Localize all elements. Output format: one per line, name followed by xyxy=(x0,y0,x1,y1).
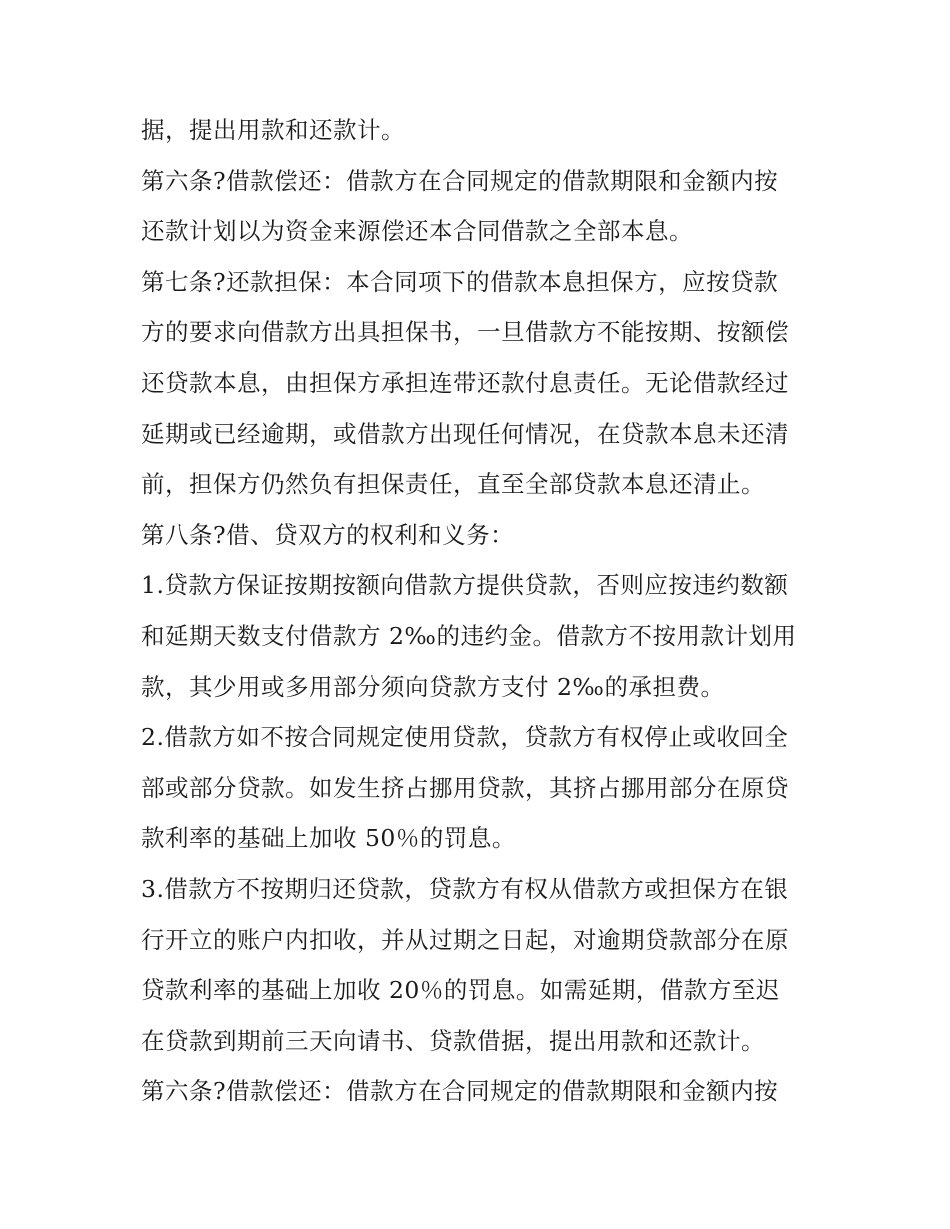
text-line: 3.借款方不按期归还贷款，贷款方有权从借款方或担保方在银 xyxy=(141,874,789,903)
text-line: 款，其少用或多用部分须向贷款方支付 2‰的承担费。 xyxy=(141,672,725,701)
text-line: 还贷款本息，由担保方承担连带还款付息责任。无论借款经过 xyxy=(141,368,789,397)
text-line: 延期或已经逾期，或借款方出现任何情况，在贷款本息未还清 xyxy=(141,419,789,448)
text-line: 款利率的基础上加收 50％的罚息。 xyxy=(141,824,516,853)
text-line: 在贷款到期前三天向请书、贷款借据，提出用款和还款计。 xyxy=(141,1026,765,1055)
text-line: 1.贷款方保证按期按额向借款方提供贷款，否则应按违约数额 xyxy=(141,571,789,600)
text-line: 前，担保方仍然负有担保责任，直至全部贷款本息还清止。 xyxy=(141,470,765,499)
text-line: 第六条?借款偿还：借款方在合同规定的借款期限和金额内按 xyxy=(141,1077,779,1106)
text-line: 还款计划以为资金来源偿还本合同借款之全部本息。 xyxy=(141,217,693,246)
text-line: 和延期天数支付借款方 2‰的违约金。借款方不按用款计划用 xyxy=(141,621,797,650)
text-line: 据，提出用款和还款计。 xyxy=(141,116,405,144)
text-line: 第六条?借款偿还：借款方在合同规定的借款期限和金额内按 xyxy=(141,166,779,195)
document-body xyxy=(141,105,821,1117)
text-line: 方的要求向借款方出具担保书，一旦借款方不能按期、按额偿 xyxy=(141,318,789,347)
text-line: 第七条?还款担保：本合同项下的借款本息担保方，应按贷款 xyxy=(141,267,779,296)
text-line: 第八条?借、贷双方的权利和义务： xyxy=(141,520,515,549)
text-line: 部或部分贷款。如发生挤占挪用贷款，其挤占挪用部分在原贷 xyxy=(141,773,789,802)
text-line: 2.借款方如不按合同规定使用贷款，贷款方有权停止或收回全 xyxy=(141,723,789,752)
text-line: 行开立的账户内扣收，并从过期之日起，对逾期贷款部分在原 xyxy=(141,925,789,954)
text-line: 贷款利率的基础上加收 20％的罚息。如需延期，借款方至迟 xyxy=(141,976,780,1005)
